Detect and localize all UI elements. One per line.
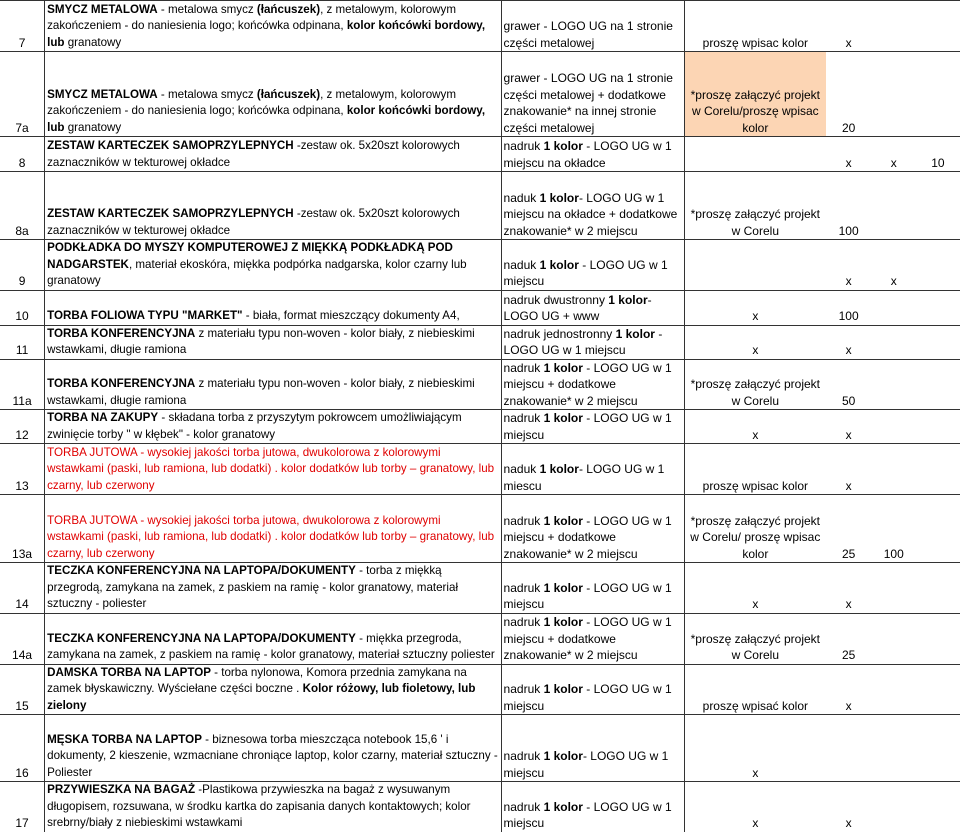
quantity-cell-a[interactable]: x (826, 664, 872, 715)
description-cell[interactable] (45, 613, 501, 664)
description-cell-text: TORBA KONFERENCYJNA (47, 377, 196, 390)
printing-cell[interactable] (501, 1, 685, 52)
table-row (0, 172, 960, 240)
printing-cell-text: 1 kolor (543, 799, 583, 814)
description-cell-text: - biznesowa torba mieszcząca notebook 15,6 ' i dokumenty, 2 kieszenie, wzmacniane chroniące laptop, kolor czarny, materiał sztuczny - Poliester (47, 732, 498, 779)
option-cell[interactable] (685, 137, 826, 172)
option-cell[interactable]: x (685, 715, 826, 782)
quantity-cell-b[interactable] (872, 444, 916, 495)
table-row (0, 715, 960, 782)
quantity-cell-c[interactable] (916, 240, 960, 291)
table-row (0, 495, 960, 563)
description-cell-text: - metalowa smycz (157, 2, 257, 16)
printing-cell-text: 1 kolor (539, 190, 579, 205)
quantity-cell-c[interactable] (916, 495, 960, 563)
printing-cell-text: 1 kolor (608, 292, 648, 307)
option-cell[interactable]: x (685, 782, 826, 832)
quantity-cell-c[interactable] (916, 52, 960, 137)
row-number-cell[interactable]: 10 (0, 290, 45, 325)
printing-cell-text: nadruk (503, 799, 544, 814)
description-cell-text: TORBA FOLIOWA TYPU "MARKET" (47, 309, 243, 322)
printing-cell-text: - LOGO UG w 1 miejscu (503, 411, 672, 442)
option-cell[interactable]: proszę wpisac kolor (685, 1, 826, 52)
description-cell-text: PODKŁADKA DO MYSZY KOMPUTEROWEJ Z MIĘKKĄ PODKŁADKĄ POD NADGARSTEK (47, 241, 453, 271)
description-cell[interactable] (45, 52, 501, 137)
quantity-cell-a[interactable]: x (826, 563, 872, 614)
table-row (0, 444, 960, 495)
table-row (0, 240, 960, 291)
printing-cell[interactable] (501, 359, 685, 410)
description-cell-text: (łańcuszek) (256, 87, 321, 101)
option-cell[interactable]: *proszę załączyć projekt w Corelu (685, 359, 826, 410)
table-row (0, 782, 960, 832)
description-cell-text: TECZKA KONFERENCYJNA NA LAPTOPA/DOKUMENTY (47, 564, 356, 577)
printing-cell[interactable] (501, 664, 685, 715)
description-cell-text: granatowy (64, 120, 122, 134)
printing-cell-text: - LOGO UG w 1 miejscu na okładce + dodatkowe znakowanie* w 2 miejscu (503, 190, 678, 238)
printing-cell-text: 1 kolor (543, 360, 583, 375)
description-cell-text: - składana torba z przyszytym pokrowcem umożliwiającym zwinięcie torby " w kłębek" - kolor granatowy (47, 411, 462, 441)
quantity-cell-c[interactable] (916, 782, 960, 832)
printing-cell[interactable] (501, 782, 685, 832)
printing-cell-text: - LOGO UG w 1 miejscu (503, 257, 668, 288)
printing-cell-text: nadruk (503, 615, 544, 629)
printing-cell[interactable] (501, 137, 685, 172)
quantity-cell-b[interactable] (872, 172, 916, 240)
quantity-cell-a[interactable]: x (826, 444, 872, 495)
printing-cell-text: - LOGO UG w 1 miejscu + dodatkowe znakowanie* w 2 miejscu (503, 615, 672, 662)
row-number-cell[interactable]: 17 (0, 782, 45, 832)
quantity-cell-b[interactable] (872, 563, 916, 614)
description-cell-text: - torba z miękką przegrodą, zamykana na zamek, z paskiem na ramię - kolor granatowy, materiał sztuczny - poliester (47, 564, 459, 610)
printing-cell-text: nadruk (503, 139, 544, 153)
printing-cell-text: - LOGO UG + www (503, 292, 652, 323)
quantity-cell-b[interactable] (872, 782, 916, 832)
row-number-cell[interactable]: 8 (0, 137, 45, 172)
printing-cell[interactable] (501, 172, 685, 240)
option-cell[interactable]: *proszę załączyć projekt w Corelu (685, 172, 826, 240)
option-cell[interactable] (685, 240, 826, 291)
description-cell[interactable] (45, 410, 501, 444)
description-cell[interactable] (45, 325, 501, 359)
printing-cell-text: 1 kolor (615, 326, 655, 341)
printing-cell[interactable] (501, 563, 685, 614)
quantity-cell-a[interactable]: 25 (826, 613, 872, 664)
table-body (0, 1, 960, 832)
printing-cell-text: 1 kolor (543, 139, 583, 153)
printing-cell-text: naduk (503, 257, 540, 272)
printing-cell-text: nadruk (503, 411, 544, 425)
quantity-cell-c[interactable] (916, 715, 960, 782)
description-cell-text: ZESTAW KARTECZEK SAMOPRZYLEPNYCH (47, 207, 294, 220)
printing-cell-text: - LOGO UG w 1 miejscu (503, 682, 672, 713)
printing-cell-text: nadruk (503, 749, 544, 763)
printing-cell-text: nadruk (503, 682, 544, 696)
description-cell-text: TORBA JUTOWA - wysokiej jakości torba jutowa, dwukolorowa z kolorowymi wstawkami (paski, lub ramiona, lub dodatki) . kolor dodatków lub torby – granatowy, lub czarny, lub czerwony (47, 445, 495, 492)
printing-cell[interactable] (501, 495, 685, 563)
quantity-cell-c[interactable] (916, 410, 960, 444)
description-cell[interactable] (45, 1, 501, 52)
printing-cell-text: nadruk (503, 360, 544, 375)
printing-cell-text: 1 kolor (539, 257, 579, 272)
printing-cell[interactable] (501, 613, 685, 664)
quantity-cell-a[interactable]: 50 (826, 359, 872, 410)
row-number-cell[interactable]: 16 (0, 715, 45, 782)
printing-cell[interactable] (501, 715, 685, 782)
description-cell-text: z materiału typu non-woven - kolor biały, z niebieskimi wstawkami, długie ramiona (47, 377, 475, 407)
quantity-cell-c[interactable] (916, 325, 960, 359)
quantity-cell-b[interactable] (872, 325, 916, 359)
quantity-cell-a[interactable]: x (826, 782, 872, 832)
description-cell[interactable] (45, 359, 501, 410)
printing-cell-text: - LOGO UG w 1 miejscu (503, 749, 669, 780)
description-cell-text: TORBA NA ZAKUPY (47, 411, 159, 424)
description-cell[interactable] (45, 563, 501, 614)
quantity-cell-c[interactable]: 10 (916, 137, 960, 172)
row-number-cell[interactable]: 9 (0, 240, 45, 291)
quantity-cell-c[interactable] (916, 613, 960, 664)
row-number-cell[interactable]: 7 (0, 1, 45, 52)
option-cell[interactable]: x (685, 410, 826, 444)
quantity-cell-b[interactable] (872, 664, 916, 715)
row-number-cell[interactable]: 11 (0, 325, 45, 359)
description-cell-text: , z metalowym, kolorowym zakończeniem - do naniesienia logo; końcówka odpinana, (47, 2, 456, 32)
row-number-cell[interactable]: 7a (0, 52, 45, 137)
printing-cell-text: nadruk (503, 513, 544, 528)
option-cell[interactable]: proszę wpisać kolor (685, 664, 826, 715)
printing-cell-text: 1 kolor (543, 615, 583, 629)
printing-cell[interactable] (501, 290, 685, 325)
description-cell-text: , materiał ekoskóra, miękka podpórka nadgarska, kolor czarny lub granatowy (47, 257, 467, 287)
description-cell-text: TORBA KONFERENCYJNA (47, 326, 196, 340)
row-number-cell[interactable]: 13a (0, 495, 45, 563)
printing-cell-text: - LOGO UG w 1 miejscu (503, 326, 663, 357)
table-row (0, 410, 960, 444)
printing-cell-text: grawer - LOGO UG na 1 stronie części metalowej (503, 19, 673, 50)
description-cell[interactable] (45, 290, 501, 325)
table-row (0, 325, 960, 359)
description-cell-text: SMYCZ METALOWA (47, 2, 158, 16)
table-row (0, 137, 960, 172)
quantity-cell-b[interactable] (872, 1, 916, 52)
description-cell[interactable] (45, 444, 501, 495)
description-cell-text: kolor końcówki bordowy, lub (47, 104, 486, 134)
printing-cell[interactable] (501, 325, 685, 359)
row-number-cell[interactable]: 12 (0, 410, 45, 444)
quantity-cell-a[interactable]: x (826, 410, 872, 444)
quantity-cell-b[interactable]: 100 (872, 495, 916, 563)
table-row (0, 1, 960, 52)
printing-cell[interactable] (501, 240, 685, 291)
option-cell[interactable]: x (685, 563, 826, 614)
printing-cell-text: 1 kolor (543, 580, 583, 595)
quantity-cell-c[interactable] (916, 444, 960, 495)
quantity-cell-a[interactable]: x (826, 325, 872, 359)
printing-cell-text: 1 kolor (543, 682, 583, 696)
description-cell[interactable] (45, 664, 501, 715)
quantity-cell-a[interactable]: 100 (826, 290, 872, 325)
printing-cell-text: nadruk jednostronny (503, 326, 616, 341)
description-cell-text: (łańcuszek) (256, 2, 321, 16)
printing-cell-text: naduk (503, 462, 540, 476)
description-cell-text: ZESTAW KARTECZEK SAMOPRZYLEPNYCH (47, 139, 294, 152)
quantity-cell-c[interactable] (916, 359, 960, 410)
printing-cell-text: 1 kolor (543, 749, 583, 763)
description-cell[interactable] (45, 495, 501, 563)
description-cell-text: -Plastikowa przywieszka na bagaż z wysuwanym długopisem, rozsuwana, w środku kartka do zapisania danych kontaktowych; kolor srebrny/biały z niebieskimi wstawkami (47, 783, 471, 829)
table-row (0, 664, 960, 715)
description-cell-text: kolor końcówki bordowy, lub (47, 19, 486, 49)
row-number-cell[interactable]: 8a (0, 172, 45, 240)
quantity-cell-b[interactable] (872, 290, 916, 325)
quantity-cell-a[interactable]: x (826, 1, 872, 52)
row-number-cell[interactable]: 13 (0, 444, 45, 495)
printing-cell-text: nadruk dwustronny (503, 292, 609, 307)
row-number-cell[interactable]: 11a (0, 359, 45, 410)
option-cell[interactable]: *proszę załączyć projekt w Corelu/ proszę wpisac kolor (685, 495, 826, 563)
quantity-cell-c[interactable] (916, 1, 960, 52)
description-cell-text: - biała, format mieszczący dokumenty A4, (242, 309, 460, 322)
quantity-cell-c[interactable] (916, 290, 960, 325)
description-cell-text: TECZKA KONFERENCYJNA NA LAPTOPA/DOKUMENTY (47, 631, 356, 645)
description-cell-text: -zestaw ok. 5x20szt kolorowych zaznaczników w tekturowej okładce (47, 207, 460, 237)
quantity-cell-c[interactable] (916, 664, 960, 715)
option-cell[interactable]: proszę wpisac kolor (685, 444, 826, 495)
description-cell-text: DAMSKA TORBA NA LAPTOP (47, 665, 211, 679)
description-cell-text: Kolor różowy, lub fioletowy, lub zielony (47, 682, 476, 712)
printing-cell-text: - LOGO UG w 1 miescu (503, 462, 665, 493)
quantity-cell-b[interactable] (872, 359, 916, 410)
option-cell[interactable]: x (685, 325, 826, 359)
description-cell[interactable] (45, 782, 501, 832)
quantity-cell-b[interactable] (872, 52, 916, 137)
description-cell-text: , z metalowym, kolorowym zakończeniem - do naniesienia logo; końcówka odpinana, (47, 87, 456, 117)
printing-cell-text: - LOGO UG w 1 miejscu + dodatkowe znakowanie* w 2 miejscu (503, 360, 672, 408)
table-row (0, 359, 960, 410)
quantity-cell-a[interactable]: 25 (826, 495, 872, 563)
description-cell[interactable] (45, 715, 501, 782)
description-cell-text: TORBA JUTOWA - wysokiej jakości torba jutowa, dwukolorowa z kolorowymi wstawkami (paski, lub ramiona, lub dodatki) . kolor dodatków lub torby – granatowy, lub czarny, lub czerwony (47, 513, 495, 560)
printing-cell-text: 1 kolor (543, 513, 583, 528)
description-cell-text: z materiału typu non-woven - kolor biały, z niebieskimi wstawkami, długie ramiona (47, 326, 475, 356)
printing-cell-text: 1 kolor (539, 462, 579, 476)
quantity-cell-b[interactable]: x (872, 240, 916, 291)
description-cell-text: - metalowa smycz (157, 87, 257, 101)
printing-cell-text: 1 kolor (543, 411, 583, 425)
quantity-cell-a[interactable] (826, 715, 872, 782)
description-cell-text: granatowy (64, 35, 122, 49)
description-cell-text: -zestaw ok. 5x20szt kolorowych zaznaczników w tekturowej okładce (47, 139, 460, 169)
description-cell-text: PRZYWIESZKA NA BAGAŻ (47, 783, 196, 796)
table-row (0, 290, 960, 325)
quantity-cell-a[interactable]: x (826, 137, 872, 172)
quantity-cell-c[interactable] (916, 172, 960, 240)
table-row (0, 563, 960, 614)
printing-cell-text: - LOGO UG w 1 miejscu + dodatkowe znakowanie* w 2 miejscu (503, 513, 672, 561)
description-cell-text: - torba nylonowa, Komora przednia zamykana na zamek błyskawiczny. Wyściełane części boczne . (47, 665, 467, 695)
option-cell[interactable]: x (685, 290, 826, 325)
quantity-cell-b[interactable] (872, 715, 916, 782)
printing-cell-text: grawer - LOGO UG na 1 stronie części metalowej + dodatkowe znakowanie* na innej stronie części metalowej (503, 71, 673, 135)
table-row (0, 52, 960, 137)
row-number-cell[interactable]: 14a (0, 613, 45, 664)
printing-cell[interactable] (501, 410, 685, 444)
printing-cell-text: - LOGO UG w 1 miejscu na okładce (503, 139, 672, 170)
description-cell[interactable] (45, 172, 501, 240)
option-cell[interactable]: *proszę załączyć projekt w Corelu/proszę wpisac kolor (685, 52, 826, 137)
description-cell-text: - miękka przegroda, zamykana na zamek, z paskiem na ramię - kolor granatowy, materiał sztuczny poliester (47, 631, 495, 661)
quantity-cell-c[interactable] (916, 563, 960, 614)
row-number-cell[interactable]: 15 (0, 664, 45, 715)
quantity-cell-a[interactable]: 100 (826, 172, 872, 240)
description-cell-text: SMYCZ METALOWA (47, 87, 158, 101)
quantity-cell-a[interactable]: 20 (826, 52, 872, 137)
option-cell[interactable]: *proszę załączyć projekt w Corelu (685, 613, 826, 664)
printing-cell-text: nadruk (503, 580, 544, 595)
printing-cell-text: - LOGO UG w 1 miejscu (503, 799, 672, 830)
quantity-cell-b[interactable] (872, 410, 916, 444)
quantity-cell-a[interactable]: x (826, 240, 872, 291)
description-cell[interactable] (45, 240, 501, 291)
table-row (0, 613, 960, 664)
description-cell[interactable] (45, 137, 501, 172)
printing-cell[interactable] (501, 444, 685, 495)
quantity-cell-b[interactable]: x (872, 137, 916, 172)
printing-cell[interactable] (501, 52, 685, 137)
printing-cell-text: - LOGO UG w 1 miejscu (503, 580, 672, 611)
printing-cell-text: naduk (503, 190, 540, 205)
quantity-cell-b[interactable] (872, 613, 916, 664)
description-cell-text: MĘSKA TORBA NA LAPTOP (47, 732, 202, 746)
row-number-cell[interactable]: 14 (0, 563, 45, 614)
